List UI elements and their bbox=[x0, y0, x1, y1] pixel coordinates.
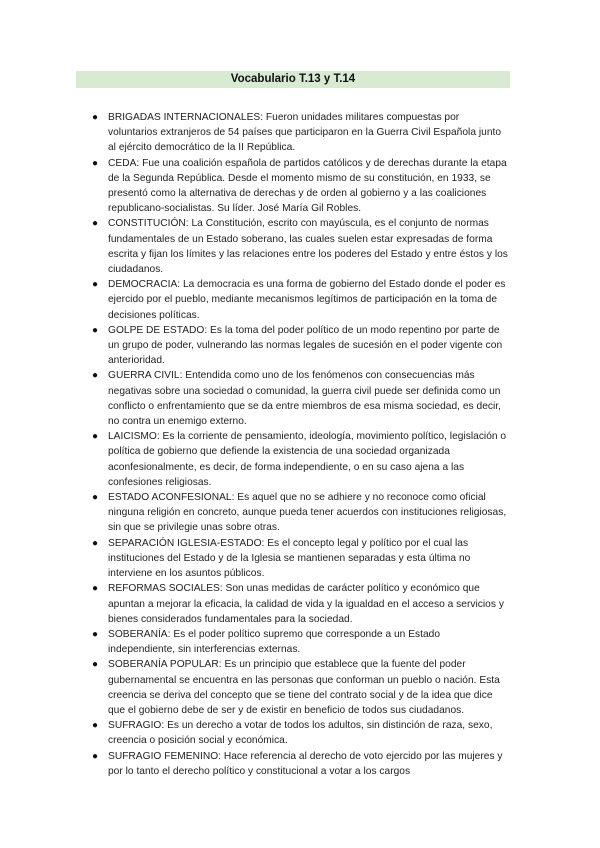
bullet-icon: ● bbox=[92, 279, 99, 291]
bullet-icon: ● bbox=[92, 628, 99, 640]
list-item bbox=[92, 429, 510, 490]
list-item bbox=[92, 749, 510, 779]
bullet-icon: ● bbox=[92, 750, 99, 762]
list-item-text: ESTADO ACONFESIONAL: Es aquel que no se adhiere y no reconoce como oficial ninguna religión en concreto, aunque pueda tener acuerdos con instituciones religiosas, sin que se privilegie unas sobre otras. bbox=[108, 492, 507, 534]
list-item bbox=[92, 277, 510, 323]
bullet-icon: ● bbox=[92, 492, 99, 504]
list-item-text: SOBERANÍA: Es el poder político supremo que corresponde a un Estado independiente, sin interferencias externas. bbox=[108, 628, 441, 656]
bullet-icon: ● bbox=[92, 218, 99, 230]
list-item-text: CEDA: Fue una coalición española de partidos católicos y de derechas durante la etapa de la Segunda República. Desde el momento mismo de su constitución, en 1933, se presentó como la alternativa de derechas y de orden al gobierno y a las coaliciones republicano-socialistas. Su líder. José María Gil Robles. bbox=[108, 157, 507, 215]
list-item bbox=[92, 718, 510, 748]
list-item bbox=[92, 581, 510, 627]
bullet-icon: ● bbox=[92, 659, 99, 671]
bullet-icon: ● bbox=[92, 324, 99, 336]
list-item-text: DEMOCRACIA: La democracia es una forma de gobierno del Estado donde el poder es ejercido por el pueblo, mediante mecanismos legítimos de participación en la toma de decisiones políticas. bbox=[108, 279, 506, 321]
list-item-text: SOBERANÍA POPULAR: Es un principio que establece que la fuente del poder gubernamental se encuentra en las personas que conforman un pueblo o nación. Esta creencia se deriva del concepto que se tiene del contrato social y de la idea que dice que el gobierno debe de ser y de existir en beneficio de todos sus ciudadanos. bbox=[108, 659, 500, 716]
list-item-text: LAICISMO: Es la corriente de pensamiento, ideología, movimiento político, legislación o política de gobierno que defiende la existencia de una sociedad organizada aconfesionalmente, es decir, de forma independiente, o en su caso ajena a las confesiones religiosas. bbox=[108, 431, 507, 488]
bullet-icon: ● bbox=[92, 370, 99, 382]
list-item bbox=[92, 110, 510, 156]
bullet-icon: ● bbox=[92, 537, 99, 549]
list-item bbox=[92, 536, 510, 582]
list-item bbox=[92, 657, 510, 718]
document-title: Vocabulario T.13 y T.14 bbox=[76, 71, 510, 88]
list-item bbox=[92, 627, 510, 657]
list-item-text: CONSTITUCIÓN: La Constitución, escrito con mayúscula, es el conjunto de normas fundamentales de un Estado soberano, las cuales suelen estar expresadas de forma escrita y fijan los límites y las relaciones entre los poderes del Estado y entre éstos y los ciudadanos. bbox=[108, 218, 508, 276]
list-item-text: SUFRAGIO: Es un derecho a votar de todos los adultos, sin distinción de raza, sexo, creencia o posición social y económica. bbox=[108, 720, 493, 747]
list-item-text: GUERRA CIVIL: Entendida como uno de los fenómenos con consecuencias más negativas sobre una sociedad o comunidad, la guerra civil puede ser definida como un conflicto o enfrentamiento que se da entre miembros de esa misma sociedad, es decir, no contra un enemigo externo. bbox=[108, 370, 501, 428]
list-item-text: SEPARACIÓN IGLESIA-ESTADO: Es el concepto legal y político por el cual las instituciones del Estado y de la Iglesia se mantienen separadas y esta última no interviene en los asuntos públicos. bbox=[108, 537, 471, 580]
bullet-icon: ● bbox=[92, 112, 99, 123]
bullet-icon: ● bbox=[92, 157, 99, 169]
list-item-text: GOLPE DE ESTADO: Es la toma del poder político de un modo repentino por parte de un grupo de poder, vulnerando las normas legales de sucesión en el poder vigente con anterioridad. bbox=[108, 324, 503, 367]
vocabulary-list bbox=[92, 110, 510, 779]
list-item bbox=[92, 368, 510, 429]
list-item-text: SUFRAGIO FEMENINO: Hace referencia al derecho de voto ejercido por las mujeres y por lo tanto el derecho político y constitucional a votar a los cargos bbox=[108, 750, 503, 777]
list-item bbox=[92, 490, 510, 536]
list-item bbox=[92, 156, 510, 217]
bullet-icon: ● bbox=[92, 720, 99, 732]
bullet-icon: ● bbox=[92, 583, 99, 595]
list-item-text: BRIGADAS INTERNACIONALES: Fueron unidades militares compuestas por voluntarios extranjeros de 54 países que participaron en la Guerra Civil Española junto al ejército democrático de la II República. bbox=[108, 112, 502, 154]
list-item bbox=[92, 216, 510, 277]
list-item-text: REFORMAS SOCIALES: Son unas medidas de carácter político y económico que apuntan a mejorar la eficacia, la calidad de vida y la igualdad en el acceso a servicios y bienes considerados fundamentales para la sociedad. bbox=[108, 583, 504, 625]
bullet-icon: ● bbox=[92, 431, 99, 443]
list-item bbox=[92, 323, 510, 369]
